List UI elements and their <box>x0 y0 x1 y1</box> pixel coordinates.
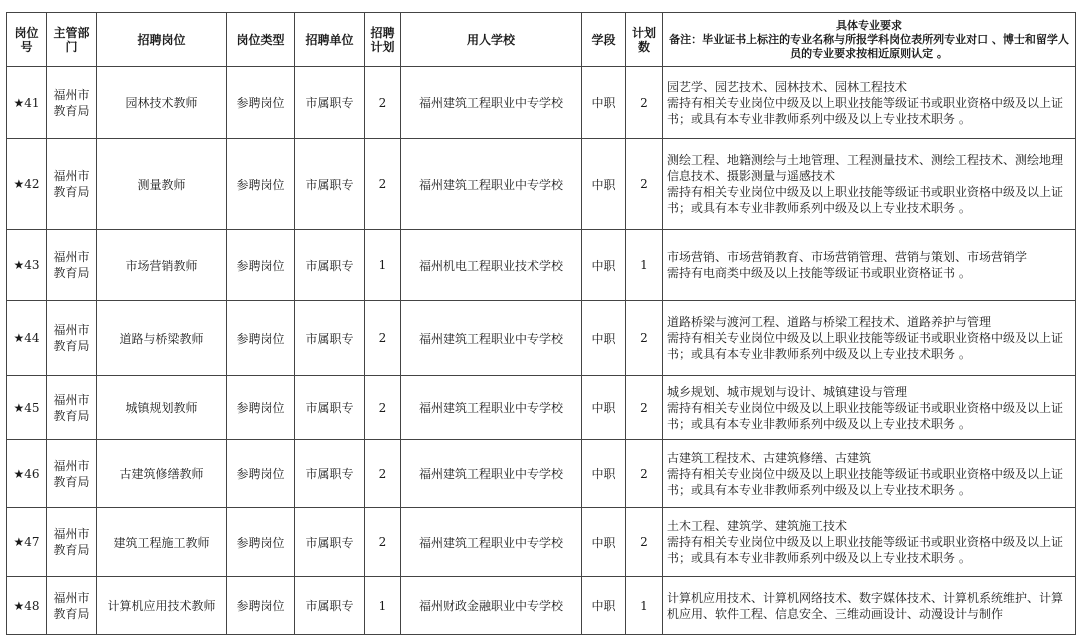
table-row <box>7 301 1076 376</box>
cell-school: 福州建筑工程职业中专学校 <box>401 301 582 376</box>
cell-position: 古建筑修缮教师 <box>97 440 227 508</box>
cell-requirements <box>663 301 1076 376</box>
cell-post-type: 参聘岗位 <box>227 230 295 301</box>
cell-requirements <box>663 577 1076 635</box>
cell-count: 2 <box>626 301 663 376</box>
table-row <box>7 139 1076 230</box>
cell-level: 中职 <box>582 139 626 230</box>
requirement-line: 需持有相关专业岗位中级及以上职业技能等级证书或职业资格中级及以上证书；或具有本专业非教师系列中级及以上专业技术职务 。 <box>667 535 1064 565</box>
cell-requirements <box>663 230 1076 301</box>
requirement-line: 需持有相关专业岗位中级及以上职业技能等级证书或职业资格中级及以上证书；或具有本专业非教师系列中级及以上专业技术职务 。 <box>667 466 1064 497</box>
cell-level: 中职 <box>582 67 626 139</box>
cell-unit: 市属职专 <box>295 577 365 635</box>
header-requirements <box>663 13 1076 67</box>
cell-plan: 1 <box>365 230 401 301</box>
cell-dept: 福州市教育局 <box>47 301 97 376</box>
requirement-line: 测绘工程、地籍测绘与土地管理、工程测量技术、测绘工程技术、测绘地理信息技术、摄影测量与遥感技术 <box>667 153 1064 183</box>
cell-unit: 市属职专 <box>295 508 365 577</box>
header-count: 计划数 <box>626 13 663 67</box>
cell-requirements <box>663 67 1076 139</box>
recruitment-table <box>6 12 1076 635</box>
cell-plan: 2 <box>365 376 401 440</box>
header-unit: 招聘单位 <box>295 13 365 67</box>
header-req-title: 具体专业要求 <box>836 18 902 32</box>
cell-post-type: 参聘岗位 <box>227 577 295 635</box>
requirement-line: 城乡规划、城市规划与设计、城镇建设与管理 <box>667 384 908 399</box>
table-row <box>7 577 1076 635</box>
table-row <box>7 230 1076 301</box>
header-id: 岗位号 <box>7 13 47 67</box>
cell-level: 中职 <box>582 440 626 508</box>
table-row <box>7 67 1076 139</box>
cell-school: 福州财政金融职业中专学校 <box>401 577 582 635</box>
cell-level: 中职 <box>582 230 626 301</box>
requirement-line: 土木工程、建筑学、建筑施工技术 <box>667 519 848 533</box>
cell-dept: 福州市教育局 <box>47 139 97 230</box>
cell-dept: 福州市教育局 <box>47 508 97 577</box>
cell-school: 福州建筑工程职业中专学校 <box>401 508 582 577</box>
cell-position: 园林技术教师 <box>97 67 227 139</box>
cell-requirements <box>663 139 1076 230</box>
cell-plan: 2 <box>365 440 401 508</box>
requirement-line: 古建筑工程技术、古建筑修缮、古建筑 <box>667 450 872 465</box>
cell-school: 福州机电工程职业技术学校 <box>401 230 582 301</box>
requirement-line: 需持有电商类中级及以上技能等级证书或职业资格证书 。 <box>667 266 971 280</box>
cell-plan: 1 <box>365 577 401 635</box>
cell-post-id: ★42 <box>7 139 47 230</box>
cell-position: 城镇规划教师 <box>97 376 227 440</box>
requirement-line: 道路桥梁与渡河工程、道路与桥梁工程技术、道路养护与管理 <box>667 315 992 329</box>
cell-post-type: 参聘岗位 <box>227 139 295 230</box>
cell-post-type: 参聘岗位 <box>227 440 295 508</box>
table-row <box>7 508 1076 577</box>
requirement-line: 计算机应用技术、计算机网络技术、数字媒体技术、计算机系统维护、计算机应用、软件工程、信息安全、三维动画设计、动漫设计与制作 <box>667 590 1064 621</box>
cell-post-type: 参聘岗位 <box>227 301 295 376</box>
cell-count: 2 <box>626 440 663 508</box>
cell-count: 2 <box>626 67 663 139</box>
cell-level: 中职 <box>582 577 626 635</box>
cell-requirements <box>663 376 1076 440</box>
cell-post-id: ★46 <box>7 440 47 508</box>
cell-position: 市场营销教师 <box>97 230 227 301</box>
cell-requirements <box>663 508 1076 577</box>
header-req-note: 备注：毕业证书上标注的专业名称与所报学科岗位表所列专业对口 、博士和留学人员的专业要求按相近原则认定 。 <box>669 32 1069 60</box>
cell-dept: 福州市教育局 <box>47 376 97 440</box>
cell-dept: 福州市教育局 <box>47 577 97 635</box>
cell-post-id: ★43 <box>7 230 47 301</box>
cell-plan: 2 <box>365 139 401 230</box>
cell-level: 中职 <box>582 508 626 577</box>
header-position: 招聘岗位 <box>97 13 227 67</box>
cell-post-id: ★47 <box>7 508 47 577</box>
cell-unit: 市属职专 <box>295 139 365 230</box>
requirement-line: 市场营销、市场营销教育、市场营销管理、营销与策划、市场营销学 <box>667 250 1028 264</box>
header-school: 用人学校 <box>401 13 582 67</box>
header-row <box>7 13 1076 67</box>
cell-unit: 市属职专 <box>295 440 365 508</box>
cell-unit: 市属职专 <box>295 301 365 376</box>
cell-unit: 市属职专 <box>295 67 365 139</box>
cell-post-type: 参聘岗位 <box>227 67 295 139</box>
cell-plan: 2 <box>365 508 401 577</box>
cell-position: 建筑工程施工教师 <box>97 508 227 577</box>
cell-school: 福州建筑工程职业中专学校 <box>401 67 582 139</box>
cell-school: 福州建筑工程职业中专学校 <box>401 139 582 230</box>
cell-count: 2 <box>626 139 663 230</box>
cell-position: 计算机应用技术教师 <box>97 577 227 635</box>
requirement-line: 需持有相关专业岗位中级及以上职业技能等级证书或职业资格中级及以上证书；或具有本专业非教师系列中级及以上专业技术职务 。 <box>667 331 1064 361</box>
cell-position: 测量教师 <box>97 139 227 230</box>
cell-post-type: 参聘岗位 <box>227 376 295 440</box>
cell-unit: 市属职专 <box>295 230 365 301</box>
cell-count: 1 <box>626 577 663 635</box>
cell-post-id: ★44 <box>7 301 47 376</box>
requirement-line: 需持有相关专业岗位中级及以上职业技能等级证书或职业资格中级及以上证书；或具有本专业非教师系列中级及以上专业技术职务 。 <box>667 400 1064 431</box>
cell-level: 中职 <box>582 301 626 376</box>
cell-count: 2 <box>626 376 663 440</box>
cell-position: 道路与桥梁教师 <box>97 301 227 376</box>
cell-dept: 福州市教育局 <box>47 67 97 139</box>
requirement-line: 园艺学、园艺技术、园林技术、园林工程技术 <box>667 79 908 94</box>
cell-unit: 市属职专 <box>295 376 365 440</box>
cell-plan: 2 <box>365 301 401 376</box>
cell-requirements <box>663 440 1076 508</box>
cell-dept: 福州市教育局 <box>47 230 97 301</box>
cell-school: 福州建筑工程职业中专学校 <box>401 440 582 508</box>
cell-level: 中职 <box>582 376 626 440</box>
table-row <box>7 440 1076 508</box>
cell-plan: 2 <box>365 67 401 139</box>
cell-school: 福州建筑工程职业中专学校 <box>401 376 582 440</box>
header-type: 岗位类型 <box>227 13 295 67</box>
cell-dept: 福州市教育局 <box>47 440 97 508</box>
table-row <box>7 376 1076 440</box>
cell-post-id: ★41 <box>7 67 47 139</box>
requirement-line: 需持有相关专业岗位中级及以上职业技能等级证书或职业资格中级及以上证书；或具有本专业非教师系列中级及以上专业技术职务 。 <box>667 185 1064 215</box>
requirement-line: 需持有相关专业岗位中级及以上职业技能等级证书或职业资格中级及以上证书；或具有本专业非教师系列中级及以上专业技术职务 。 <box>667 95 1064 126</box>
header-level: 学段 <box>582 13 626 67</box>
cell-count: 2 <box>626 508 663 577</box>
header-dept: 主管部门 <box>47 13 97 67</box>
cell-post-id: ★48 <box>7 577 47 635</box>
cell-post-type: 参聘岗位 <box>227 508 295 577</box>
cell-count: 1 <box>626 230 663 301</box>
cell-post-id: ★45 <box>7 376 47 440</box>
header-plan: 招聘计划 <box>365 13 401 67</box>
